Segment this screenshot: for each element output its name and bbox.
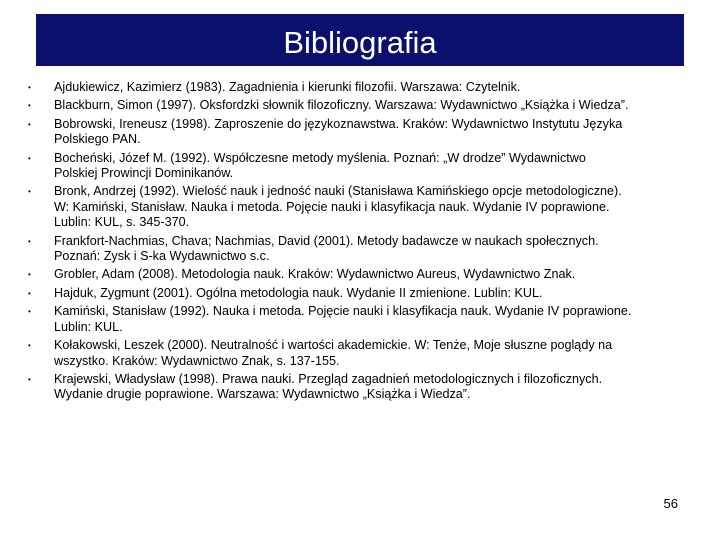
bullet-icon: • xyxy=(28,374,31,384)
bibliography-item xyxy=(22,338,702,369)
bibliography-entry: Kołakowski, Leszek (2000). Neutralność i wartości akademickie. W: Tenże, Moje słuszne poglądy na wszystko. Kraków: Wydawnictwo Znak, s. 137-155. xyxy=(54,338,613,368)
bullet-icon: • xyxy=(28,83,31,92)
bibliography-entry: Frankfort-Nachmias, Chava; Nachmias, David (2001). Metody badawcze w naukach społecznych. Poznań: Zysk i S-ka Wydawnictwo s.c. xyxy=(54,233,599,264)
bibliography-entry: Bocheński, Józef M. (1992). Współczesne metody myślenia. Poznań: „W drodze” Wydawnictwo Polskiej Prowincji Dominikanów. xyxy=(54,150,586,181)
bibliography-entry: Hajduk, Zygmunt (2001). Ogólna metodologia nauk. Wydanie II zmienione. Lublin: KUL. xyxy=(54,285,543,300)
bullet-icon: • xyxy=(28,187,31,197)
bibliography-item xyxy=(22,304,702,335)
bibliography-entry: Ajdukiewicz, Kazimierz (1983). Zagadnienia i kierunki filozofii. Warszawa: Czytelnik. xyxy=(54,80,521,94)
bibliography-item xyxy=(22,234,702,265)
bibliography-item xyxy=(22,372,702,403)
bibliography-entry: Kamiński, Stanisław (1992). Nauka i metoda. Pojęcie nauki i klasyfikacja nauk. Wydanie IV poprawione. Lublin: KUL. xyxy=(54,304,632,334)
bibliography-item xyxy=(22,184,702,230)
bullet-icon: • xyxy=(28,101,31,111)
bibliography-entry: Bobrowski, Ireneusz (1998). Zaproszenie do językoznawstwa. Kraków: Wydawnictwo Instytutu Języka Polskiego PAN. xyxy=(54,116,623,147)
bullet-icon: • xyxy=(28,119,31,129)
bibliography-item xyxy=(22,98,702,113)
bibliography-item xyxy=(22,151,702,182)
bibliography-entry: Grobler, Adam (2008). Metodologia nauk. Kraków: Wydawnictwo Aureus, Wydawnictwo Znak. xyxy=(54,267,576,282)
slide-title: Bibliografia xyxy=(283,25,437,60)
bullet-icon: • xyxy=(28,236,31,246)
bibliography-item xyxy=(22,286,702,301)
bibliography-list xyxy=(22,80,702,406)
bullet-icon: • xyxy=(28,153,31,163)
bibliography-item xyxy=(22,80,702,95)
bibliography-item xyxy=(22,267,702,282)
bibliography-entry: Krajewski, Władysław (1998). Prawa nauki. Przegląd zagadnień metodologicznych i filozoficznych. Wydanie drugie poprawione. Warszawa: Wydawnictwo „Książka i Wiedza”. xyxy=(54,371,603,402)
bullet-icon: • xyxy=(28,288,31,298)
bibliography-item xyxy=(22,117,702,148)
bibliography-entry: Blackburn, Simon (1997). Oksfordzki słownik filozoficzny. Warszawa: Wydawnictwo „Książka i Wiedza”. xyxy=(54,98,629,113)
bullet-icon: • xyxy=(28,307,31,317)
title-bar xyxy=(36,14,684,66)
page-number: 56 xyxy=(663,496,678,511)
bullet-icon: • xyxy=(28,270,31,280)
bullet-icon: • xyxy=(28,341,31,351)
bibliography-entry: Bronk, Andrzej (1992). Wielość nauk i jedność nauki (Stanisława Kamińskiego opcje metodologiczne). W: Kamiński, Stanisław. Nauka i metoda. Pojęcie nauki i klasyfikacja nauk. Wydanie IV poprawione. Lublin: KUL, s. 345-370. xyxy=(54,184,622,230)
